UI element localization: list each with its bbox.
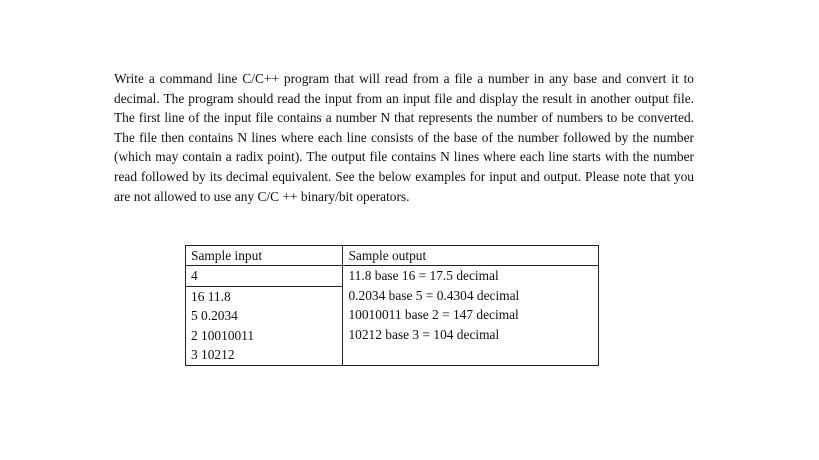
problem-statement: Write a command line C/C++ program that will read from a file a number in any base and convert it to decimal. The program should read the input from an input file and display the result in another output file. The first line of the input file contains a number N that represents the number of numbers to be converted. The file then contains N lines where each line consists of the base of the number followed by the number (which may contain a radix point). The output file contains N lines where each line starts with the number read followed by its decimal equivalent. See the below examples for input and output. Please note that you are not allowed to use any C/C ++ binary/bit operators. <box>114 71 694 204</box>
input-line: 5 0.2034 <box>191 308 238 324</box>
table-header-row <box>186 246 599 266</box>
output-line: 0.2034 base 5 = 0.4304 decimal <box>348 287 520 303</box>
input-line: 2 10010011 <box>191 327 255 343</box>
input-line: 16 11.8 <box>191 288 231 304</box>
table-row <box>186 266 599 287</box>
sample-output-cell <box>343 266 599 366</box>
sample-output-header: Sample output <box>343 246 599 266</box>
output-line: 10212 base 3 = 104 decimal <box>348 326 500 342</box>
input-count: 4 <box>191 268 198 283</box>
output-line: 11.8 base 16 = 17.5 decimal <box>348 268 499 283</box>
sample-io-table <box>185 245 599 366</box>
output-line: 10010011 base 2 = 147 decimal <box>348 307 519 323</box>
input-line: 3 10212 <box>191 347 235 363</box>
sample-input-cell <box>186 286 343 365</box>
sample-input-header: Sample input <box>186 246 343 266</box>
input-count-cell <box>186 266 343 287</box>
